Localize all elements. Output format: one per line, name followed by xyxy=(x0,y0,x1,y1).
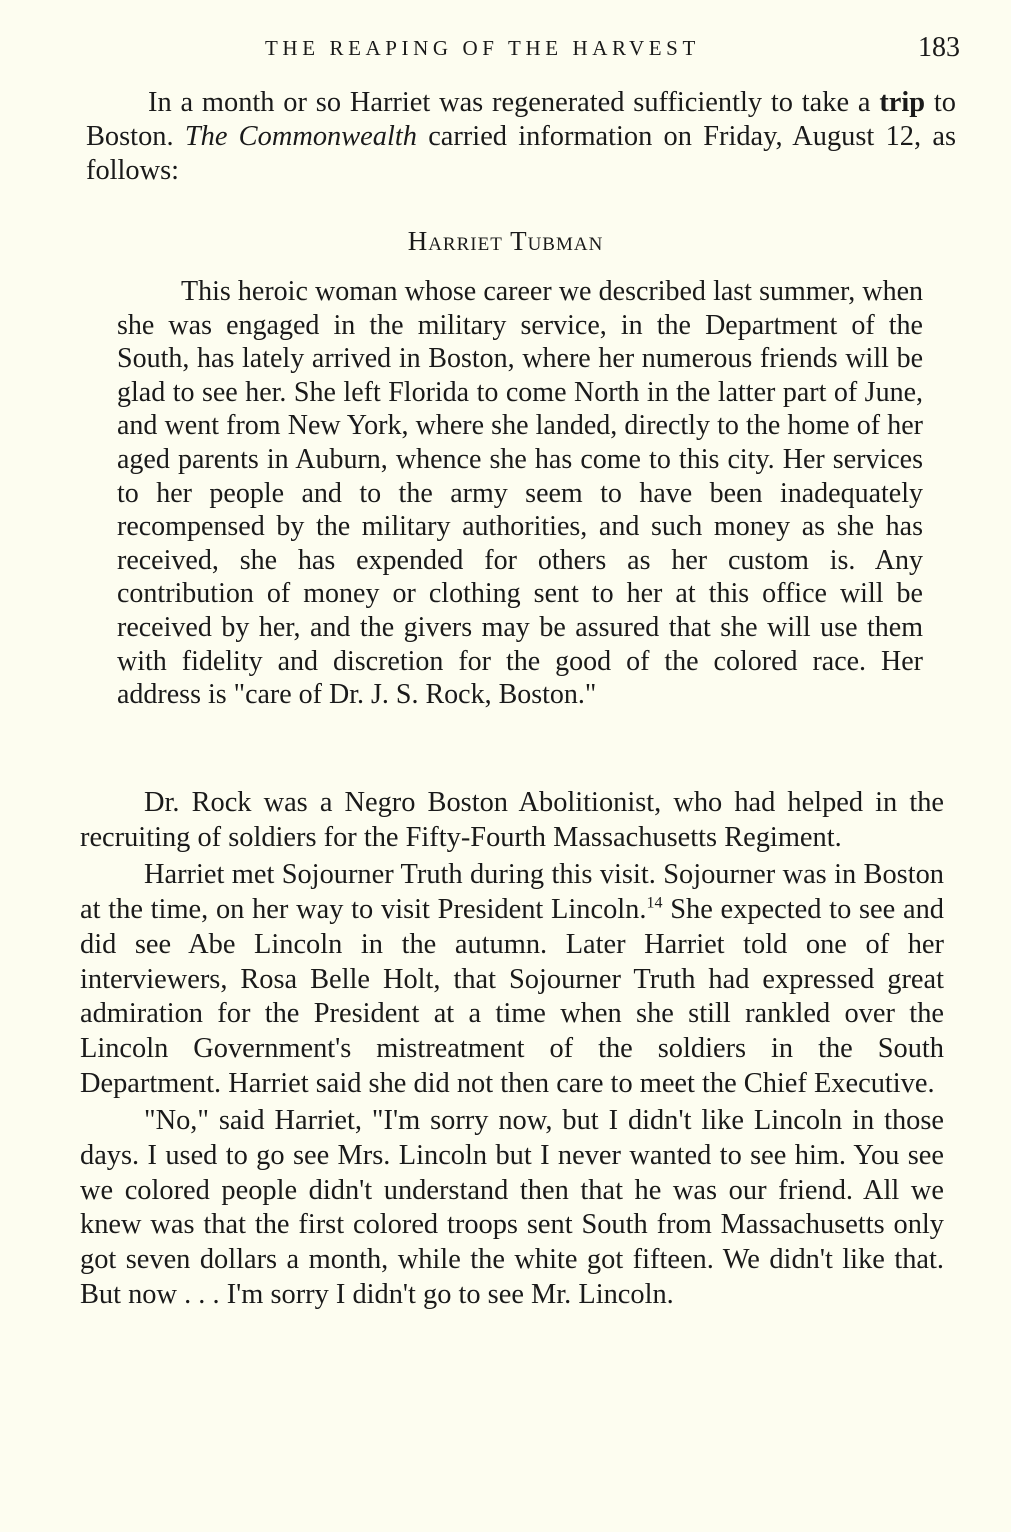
quote-paragraph: This heroic woman whose career we described last summer, when she was engaged in the military service, in the Department of the South, has lately arrived in Boston, where her numerous friends will be glad to see her. She left Florida to come North in the latter part of June, and went from New York, where she landed, directly to the home of her aged parents in Auburn, whence she has come to this city. Her services to her people and to the army seem to have been inadequately recompensed by the military authorities, and such money as she has received, she has expended for others as her custom is. Any contribution of money or clothing sent to her at this office will be received by her, and the givers may be assured that she will use them with fidelity and discretion for the good of the colored race. Her address is "care of Dr. J. S. Rock, Boston." xyxy=(117,276,923,711)
newspaper-quote xyxy=(117,275,923,712)
intro-bold-word: trip xyxy=(879,87,926,118)
footnote-marker: 14 xyxy=(646,894,663,912)
publication-title: The Commonwealth xyxy=(184,121,417,153)
running-head xyxy=(80,30,960,66)
intro-text-mid: to Boston. xyxy=(86,87,956,153)
running-title: THE REAPING OF THE HARVEST xyxy=(265,36,700,60)
rock-paragraph: Dr. Rock was a Negro Boston Abolitionist, who had helped in the recruiting of soldiers for the Fifty-Fourth Massachusetts Regiment. xyxy=(80,787,944,853)
intro-text-before: In a month or so Harriet was regenerated sufficiently to take a xyxy=(148,87,880,118)
truth-paragraph xyxy=(80,858,944,1101)
truth-text-after: She expected to see and did see Abe Lincoln in the autumn. Later Harriet told one of her interviewers, Rosa Belle Holt, that Sojourner Truth had expressed great admiration for the President at a time when she still rankled over the Lincoln Government's mistreatment of the soldiers in the South Department. Harriet said she did not then care to meet the Chief Executive. xyxy=(80,894,945,1099)
intro-paragraph-block xyxy=(86,86,956,189)
page-number: 183 xyxy=(918,32,960,63)
quote-heading: Harriet Tubman xyxy=(407,226,604,256)
truth-text-before: Harriet met Sojourner Truth during this visit. Sojourner was in Boston at the time, on her way to visit President Lincoln. xyxy=(80,859,944,926)
narrative-section xyxy=(80,786,944,1313)
intro-paragraph xyxy=(86,86,956,189)
intro-text-after: carried information on Friday, August 12, as follows: xyxy=(86,121,956,187)
lincoln-paragraph: "No," said Harriet, "I'm sorry now, but I didn't like Lincoln in those days. I used to go see Mrs. Lincoln but I never wanted to see him. You see we colored people didn't understand then that he was our friend. All we knew was that the first colored troops sent South from Massachusetts only got seven dollars a month, while the white got fifteen. We didn't like that. But now . . . I'm sorry I didn't go to see Mr. Lincoln. xyxy=(80,1105,944,1310)
